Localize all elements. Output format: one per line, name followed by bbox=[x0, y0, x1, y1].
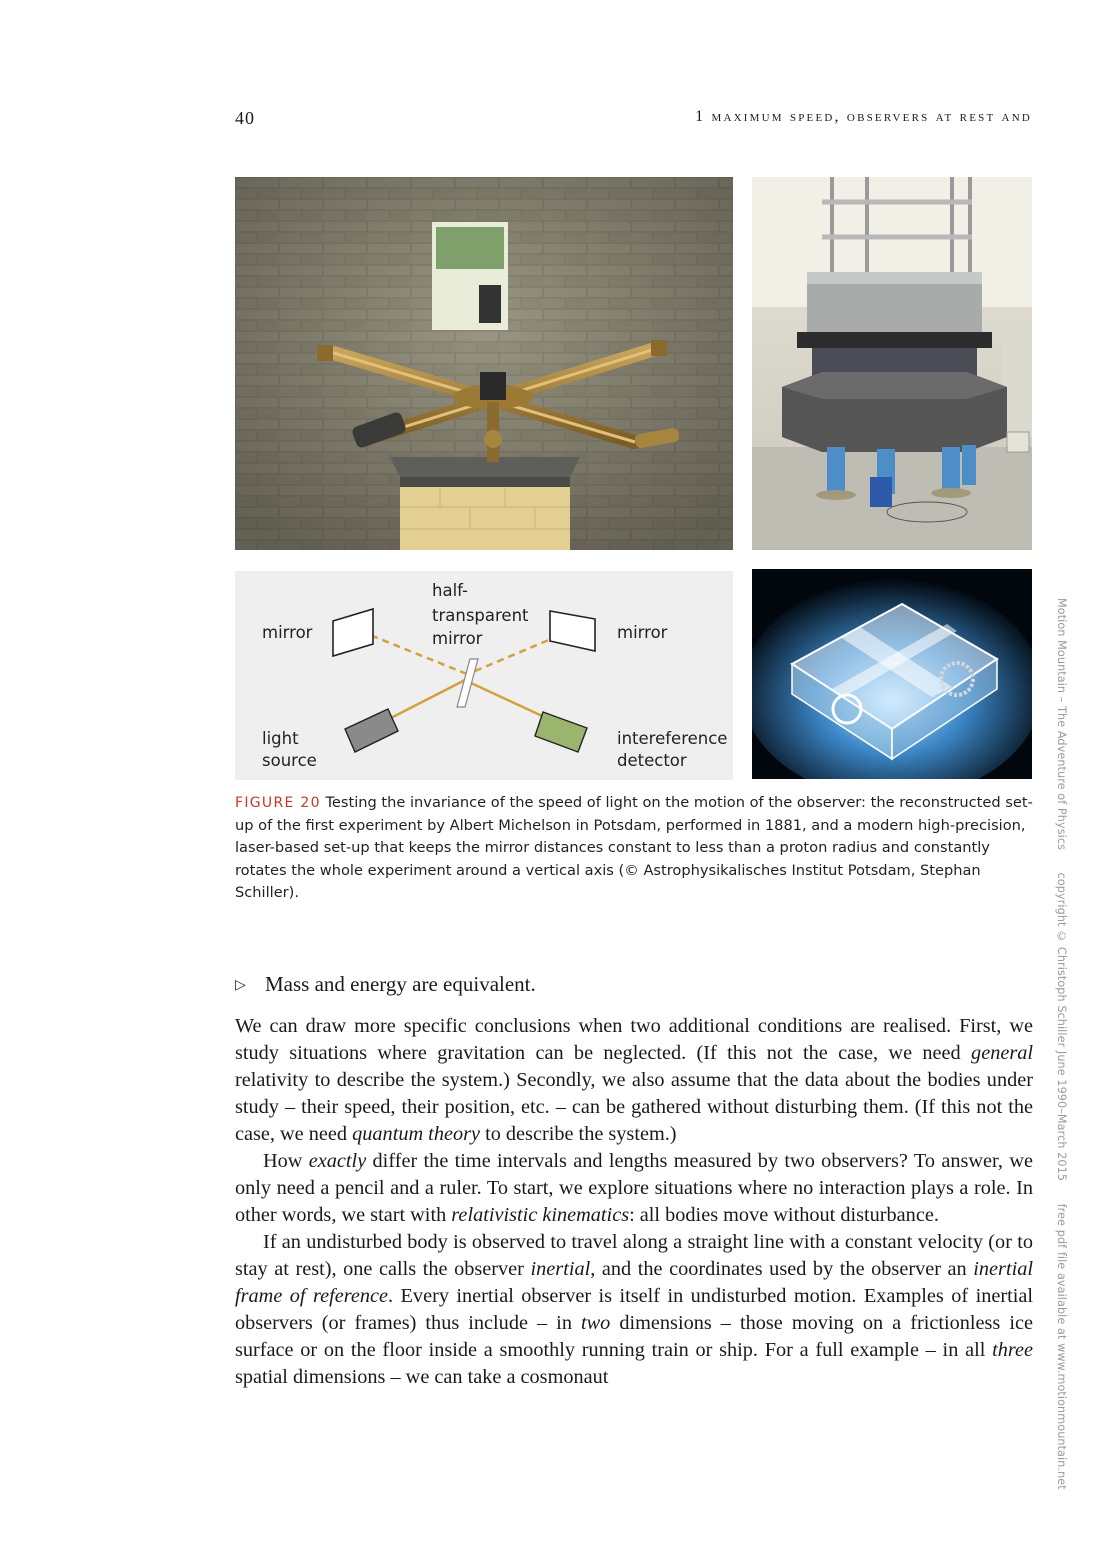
label-half-1: half- bbox=[432, 581, 469, 600]
key-statement bbox=[235, 972, 536, 997]
running-header: 1 maximum speed, observers at rest and bbox=[695, 108, 1032, 125]
margin-title: Motion Mountain – The Adventure of Physics bbox=[1055, 598, 1068, 851]
triangle-bullet-icon: ▷ bbox=[235, 977, 246, 993]
label-mirror-left: mirror bbox=[262, 623, 313, 642]
interferometer-diagram bbox=[235, 571, 733, 780]
margin-copyright: copyright © Christoph Schiller June 1990–March 2015 bbox=[1055, 872, 1068, 1182]
paragraph-1: We can draw more specific conclusions when two additional conditions are realised. First, we study situations where gravitation can be neglected. (If this not the case, we need general relativity to describe the system.) Secondly, we also assume that the data about the bodies under study – their speed, their position, etc. – can be gathered without disturbing them. (If this not the case, we need quantum theory to describe the system.) bbox=[235, 1015, 1033, 1145]
figure-caption-text: Testing the invariance of the speed of light on the motion of the observer: the reconstructed set-up of the first experiment by Albert Michelson in Potsdam, performed in 1881, and a modern high-precision, laser-based set-up that keeps the mirror distances constant to less than a proton radius and constantly rotates the whole experiment around a vertical axis (© Astrophysikalisches Institut Potsdam, Stephan Schiller). bbox=[235, 794, 1033, 901]
label-detector-2: detector bbox=[617, 751, 687, 770]
label-light-1: light bbox=[262, 729, 299, 748]
paragraph-3: If an undisturbed body is observed to travel along a straight line with a constant velocity (or to stay at rest), one calls the observer inertial, and the coordinates used by the observer an inertial frame of reference. Every inertial observer is itself in undisturbed motion. Examples of inertial observers (or frames) thus include – in two dimensions – those moving on a frictionless ice surface or on the floor inside a smoothly running train or ship. For a full example – in all three spatial dimensions – we can take a cosmonaut bbox=[235, 1231, 1034, 1388]
diagram-background bbox=[235, 571, 733, 780]
figure-label: FIGURE 20 bbox=[235, 795, 321, 811]
label-light-2: source bbox=[262, 751, 317, 770]
label-mirror-right: mirror bbox=[617, 623, 668, 642]
photo-michelson-apparatus bbox=[235, 177, 733, 550]
page-number: 40 bbox=[235, 108, 255, 128]
photo-modern-setup bbox=[752, 177, 1032, 550]
margin-link[interactable]: free pdf file available at www.motionmountain.net bbox=[1055, 1203, 1068, 1490]
figure-caption bbox=[235, 792, 1035, 905]
margin-copyright-note bbox=[1050, 598, 1068, 1490]
label-half-3: mirror bbox=[432, 629, 483, 648]
paragraph-2: How exactly differ the time intervals and lengths measured by two observers? To answer, we only need a pencil and a ruler. To start, we explore situations where no interaction plays a role. In other words, we start with relativistic kinematics: all bodies move without disturbance. bbox=[235, 1150, 1033, 1226]
photo-glass-interferometer bbox=[752, 569, 1032, 779]
body-text bbox=[235, 1013, 1033, 1391]
label-half-2: transparent bbox=[432, 606, 529, 625]
label-detector-1: intereference bbox=[617, 729, 728, 748]
key-statement-text: Mass and energy are equivalent. bbox=[265, 972, 536, 996]
